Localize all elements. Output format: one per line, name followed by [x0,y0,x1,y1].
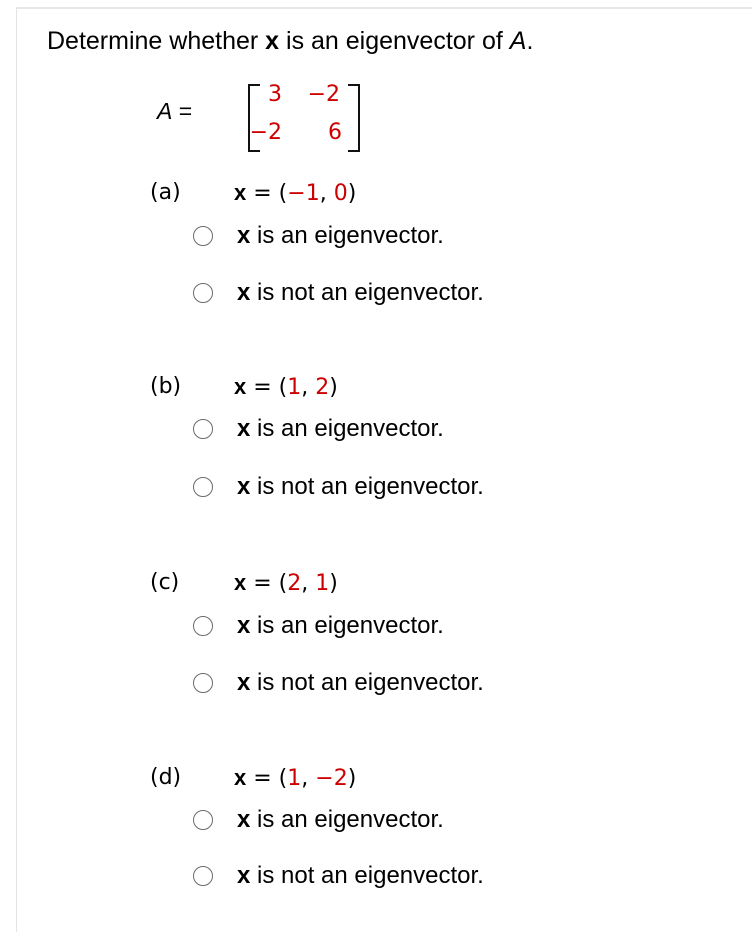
vector-eq: = ( [246,766,288,791]
option-text: is an eigenvector. [250,222,444,249]
vector-component-1: 1 [287,766,302,791]
vector-eq: = ( [246,181,288,206]
radio-button[interactable] [193,419,213,439]
part-d-option-is-eigenvector[interactable] [193,806,444,834]
option-label [237,806,444,834]
vector-var: x [234,765,247,790]
part-b-vector [234,374,338,400]
radio-button[interactable] [193,616,213,636]
part-d-label: (d) [150,765,182,790]
prompt-text: is an eigenvector of [279,27,510,55]
option-label [237,669,484,697]
matrix-cell-r1c1: 3 [268,82,282,107]
vector-sep: , [301,766,316,791]
vector-var: x [234,180,247,205]
option-var: x [237,279,251,306]
part-d-vector [234,765,356,791]
option-var: x [237,806,251,833]
prompt-text: . [526,27,534,55]
matrix-label [157,98,192,125]
option-text: is not an eigenvector. [250,862,484,889]
vector-sep: , [301,571,316,596]
option-label [237,279,484,307]
content-frame-left-border [16,7,17,932]
vector-var: x [234,570,247,595]
radio-button[interactable] [193,477,213,497]
option-var: x [237,473,251,500]
option-label [237,612,444,640]
question-prompt [47,27,533,56]
part-c-label: (c) [150,570,180,595]
option-var: x [237,415,251,442]
matrix-name: A [157,98,173,124]
option-label [237,415,444,443]
vector-component-1: −1 [287,181,320,206]
matrix-right-bracket [348,84,360,152]
radio-button[interactable] [193,673,213,693]
option-var: x [237,862,251,889]
option-text: is an eigenvector. [250,415,444,442]
vector-sep: , [301,375,316,400]
vector-close: ) [347,766,357,791]
vector-close: ) [329,375,338,400]
option-label [237,473,484,501]
radio-button[interactable] [193,226,213,246]
matrix-cell-r2c1: −2 [249,120,282,145]
vector-var: x [234,374,247,399]
radio-button[interactable] [193,866,213,886]
vector-component-2: 2 [315,375,330,400]
content-frame-top-border [16,7,752,9]
vector-close: ) [329,571,338,596]
part-b-label: (b) [150,374,182,399]
option-text: is an eigenvector. [250,612,444,639]
option-label [237,222,444,250]
vector-component-2: −2 [315,766,348,791]
radio-button[interactable] [193,283,213,303]
matrix-cell-r1c2: −2 [307,82,340,107]
option-text: is an eigenvector. [250,806,444,833]
vector-sep: , [319,181,334,206]
prompt-matrix-name: A [509,27,527,55]
part-a-option-not-eigenvector[interactable] [193,279,484,307]
matrix-cell-r2c2: 6 [328,120,342,145]
part-c-vector [234,570,338,596]
equals-sign: = [178,98,193,124]
part-b-option-not-eigenvector[interactable] [193,473,484,501]
option-text: is not an eigenvector. [250,279,484,306]
option-var: x [237,669,251,696]
vector-component-2: 1 [315,571,330,596]
vector-component-2: 0 [333,181,348,206]
part-a-label: (a) [150,180,181,205]
option-var: x [237,612,251,639]
vector-eq: = ( [246,375,288,400]
vector-component-1: 2 [287,571,302,596]
part-b-option-is-eigenvector[interactable] [193,415,444,443]
option-var: x [237,222,251,249]
option-text: is not an eigenvector. [250,669,484,696]
vector-close: ) [347,181,357,206]
part-a-vector [234,180,356,206]
option-label [237,862,484,890]
radio-button[interactable] [193,810,213,830]
part-c-option-is-eigenvector[interactable] [193,612,444,640]
part-d-option-not-eigenvector[interactable] [193,862,484,890]
part-c-option-not-eigenvector[interactable] [193,669,484,697]
part-a-option-is-eigenvector[interactable] [193,222,444,250]
vector-eq: = ( [246,571,288,596]
prompt-text: Determine whether [47,27,266,55]
option-text: is not an eigenvector. [250,473,484,500]
prompt-vector-var: x [265,27,280,55]
vector-component-1: 1 [287,375,302,400]
